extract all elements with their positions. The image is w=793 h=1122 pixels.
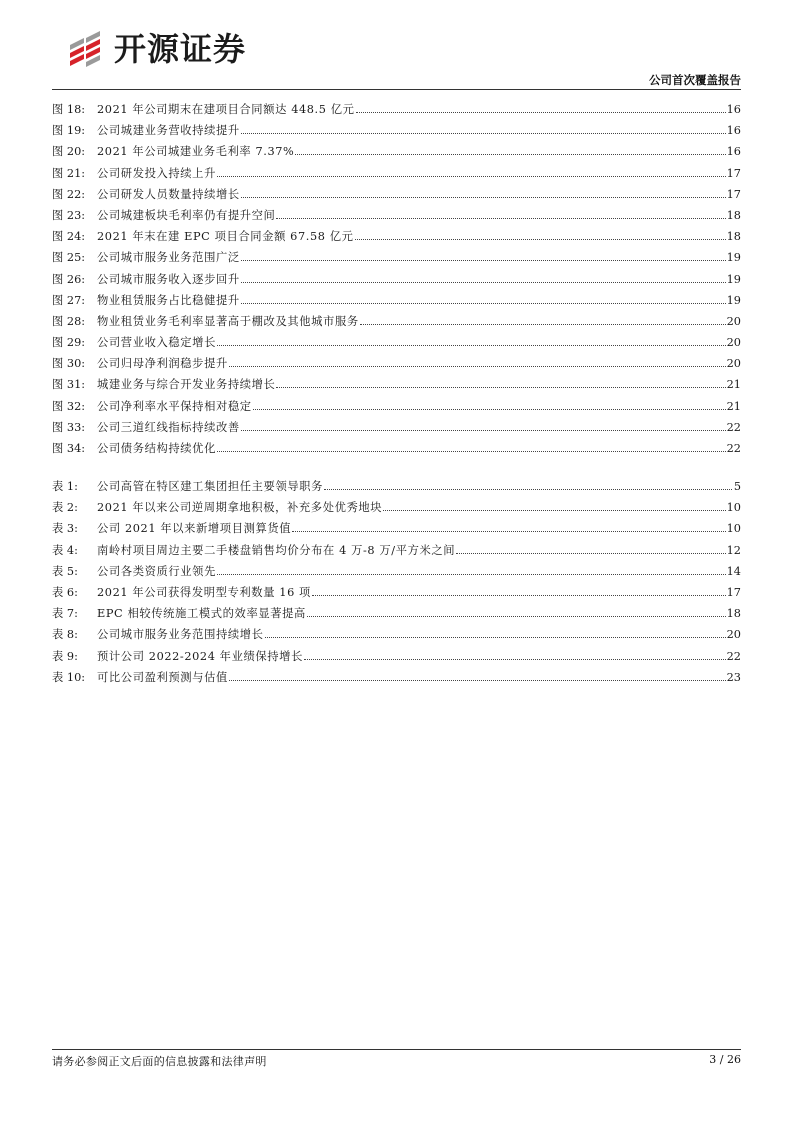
dot-leader [241, 302, 726, 304]
entry-number: 表 7: [52, 607, 78, 621]
entry-number: 图 19: [52, 124, 86, 138]
dot-leader [241, 259, 726, 261]
entry-page-number: 17 [726, 166, 741, 180]
dot-leader [356, 111, 726, 113]
entry-number: 图 21: [52, 166, 86, 180]
dot-leader [217, 175, 726, 177]
dot-leader [229, 365, 726, 367]
entry-title: 2021 年公司城建业务毛利率 7.37% [97, 145, 295, 159]
table-entry[interactable] [52, 476, 741, 497]
entry-number: 图 22: [52, 187, 86, 201]
dot-leader [295, 153, 725, 155]
table-entry[interactable] [52, 582, 741, 603]
figure-entry[interactable] [52, 438, 741, 459]
figure-entry[interactable] [52, 163, 741, 184]
brand-name: 开源证券 [114, 30, 247, 68]
table-entry[interactable] [52, 540, 741, 561]
entry-number: 表 1: [52, 480, 78, 493]
entry-number: 表 8: [52, 628, 78, 642]
entry-title: 南岭村项目周边主要二手楼盘销售均价分布在 4 万-8 万/平方米之间 [97, 543, 456, 557]
figure-entry[interactable] [52, 99, 741, 120]
entry-number: 图 24: [52, 230, 86, 244]
table-entry[interactable] [52, 518, 741, 539]
entry-title: 公司净利率水平保持相对稳定 [97, 399, 252, 413]
figure-entry[interactable] [52, 374, 741, 395]
kaiyuan-logo-icon [64, 27, 108, 71]
entry-page-number: 10 [726, 501, 741, 515]
dot-leader [383, 509, 725, 511]
entry-page-number: 16 [726, 103, 741, 116]
entry-number: 图 20: [52, 145, 86, 159]
entry-title: 公司城市服务业务范围持续增长 [97, 628, 264, 642]
entry-page-number: 20 [726, 336, 741, 350]
entry-page-number: 23 [726, 670, 741, 684]
entry-title: 公司三道红线指标持续改善 [97, 420, 240, 434]
page-indicator: 3 / 26 [709, 1053, 741, 1066]
entry-title: 公司各类资质行业领先 [97, 564, 216, 578]
entry-number: 图 27: [52, 293, 86, 307]
dot-leader [304, 658, 726, 660]
table-entry[interactable] [52, 497, 741, 518]
footer-disclaimer: 请务必参阅正文后面的信息披露和法律声明 [52, 1055, 267, 1068]
figure-entry[interactable] [52, 396, 741, 417]
entry-page-number: 21 [726, 399, 741, 413]
figure-entry[interactable] [52, 417, 741, 438]
figure-entry[interactable] [52, 247, 741, 268]
header-divider [52, 89, 741, 90]
entry-title: 公司城市服务业务范围广泛 [97, 251, 240, 265]
report-type-label: 公司首次覆盖报告 [649, 73, 741, 87]
figure-entry[interactable] [52, 141, 741, 162]
company-logo [64, 27, 246, 71]
dot-leader [253, 408, 726, 410]
dot-leader [229, 679, 726, 681]
entry-title: 2021 年以来公司逆周期拿地积极，补充多处优秀地块 [97, 501, 383, 515]
entry-title: 公司研发人员数量持续增长 [97, 187, 240, 201]
dot-leader [217, 573, 726, 575]
entry-title: 公司研发投入持续上升 [97, 166, 216, 180]
entry-page-number: 5 [733, 480, 741, 493]
entry-page-number: 20 [726, 357, 741, 371]
figure-entry[interactable] [52, 226, 741, 247]
entry-number: 表 2: [52, 501, 78, 515]
entry-number: 图 33: [52, 420, 86, 434]
entry-title: 公司城建业务营收持续提升 [97, 124, 240, 138]
dot-leader [241, 281, 726, 283]
table-entry[interactable] [52, 624, 741, 645]
entry-page-number: 20 [726, 628, 741, 642]
entry-page-number: 12 [726, 543, 741, 557]
entry-page-number: 18 [726, 208, 741, 222]
entry-title: 公司城市服务收入逐步回升 [97, 272, 240, 286]
entry-number: 图 23: [52, 208, 86, 222]
figure-list [52, 99, 741, 459]
table-list [52, 476, 741, 688]
entry-number: 图 34: [52, 442, 86, 455]
entry-page-number: 21 [726, 378, 741, 392]
entry-number: 图 31: [52, 378, 86, 392]
entry-page-number: 16 [726, 145, 741, 159]
figure-entry[interactable] [52, 205, 741, 226]
entry-page-number: 22 [726, 442, 741, 455]
entry-title: 2021 年公司获得发明型专利数量 16 项 [97, 585, 311, 599]
entry-number: 图 30: [52, 357, 86, 371]
entry-page-number: 10 [726, 522, 741, 536]
entry-number: 表 9: [52, 649, 78, 663]
dot-leader [217, 344, 726, 346]
entry-page-number: 20 [726, 314, 741, 328]
dot-leader [324, 488, 732, 490]
dot-leader [292, 530, 725, 532]
dot-leader [241, 429, 726, 431]
entry-page-number: 16 [726, 124, 741, 138]
entry-number: 表 4: [52, 543, 78, 557]
dot-leader [276, 217, 725, 219]
dot-leader [456, 552, 725, 554]
dot-leader [312, 594, 726, 596]
footer-divider [52, 1049, 741, 1050]
entry-page-number: 22 [726, 649, 741, 663]
entry-number: 表 3: [52, 522, 78, 536]
dot-leader [307, 615, 726, 617]
dot-leader [360, 323, 726, 325]
entry-number: 图 18: [52, 103, 86, 116]
entry-title: 公司城建板块毛利率仍有提升空间 [97, 208, 276, 222]
dot-leader [217, 450, 726, 452]
entry-page-number: 19 [726, 272, 741, 286]
entry-number: 图 26: [52, 272, 86, 286]
entry-title: 公司归母净利润稳步提升 [97, 357, 228, 371]
entry-title: 可比公司盈利预测与估值 [97, 670, 228, 684]
figure-entry[interactable] [52, 290, 741, 311]
entry-number: 表 6: [52, 585, 78, 599]
dot-leader [241, 196, 726, 198]
figure-entry[interactable] [52, 353, 741, 374]
entry-page-number: 17 [726, 585, 741, 599]
table-entry[interactable] [52, 667, 741, 688]
entry-title: 公司营业收入稳定增长 [97, 336, 216, 350]
table-entry[interactable] [52, 603, 741, 624]
entry-number: 图 29: [52, 336, 86, 350]
entry-title: 2021 年末在建 EPC 项目合同金额 67.58 亿元 [97, 230, 354, 244]
dot-leader [276, 386, 725, 388]
dot-leader [265, 636, 726, 638]
entry-page-number: 14 [726, 564, 741, 578]
entry-page-number: 19 [726, 251, 741, 265]
entry-title: 公司债务结构持续优化 [97, 442, 216, 455]
entry-title: 物业租赁业务毛利率显著高于棚改及其他城市服务 [97, 314, 359, 328]
entry-page-number: 19 [726, 293, 741, 307]
entry-page-number: 18 [726, 230, 741, 244]
entry-number: 图 28: [52, 314, 86, 328]
figure-entry[interactable] [52, 269, 741, 290]
figure-entry[interactable] [52, 311, 741, 332]
entry-title: EPC 相较传统施工模式的效率显著提高 [97, 607, 306, 621]
entry-number: 表 5: [52, 564, 78, 578]
entry-title: 预计公司 2022-2024 年业绩保持增长 [97, 649, 303, 663]
entry-page-number: 17 [726, 187, 741, 201]
entry-title: 物业租赁服务占比稳健提升 [97, 293, 240, 307]
figure-entry[interactable] [52, 332, 741, 353]
dot-leader [241, 132, 726, 134]
table-entry[interactable] [52, 646, 741, 667]
figure-entry[interactable] [52, 184, 741, 205]
entry-number: 图 32: [52, 399, 86, 413]
entry-page-number: 18 [726, 607, 741, 621]
dot-leader [355, 238, 726, 240]
entry-title: 公司高管在特区建工集团担任主要领导职务 [97, 480, 324, 493]
entry-page-number: 22 [726, 420, 741, 434]
entry-title: 2021 年公司期末在建项目合同额达 448.5 亿元 [97, 103, 355, 116]
entry-number: 图 25: [52, 251, 86, 265]
table-entry[interactable] [52, 561, 741, 582]
entry-number: 表 10: [52, 670, 86, 684]
entry-title: 城建业务与综合开发业务持续增长 [97, 378, 276, 392]
figure-entry[interactable] [52, 120, 741, 141]
entry-title: 公司 2021 年以来新增项目测算货值 [97, 522, 292, 536]
